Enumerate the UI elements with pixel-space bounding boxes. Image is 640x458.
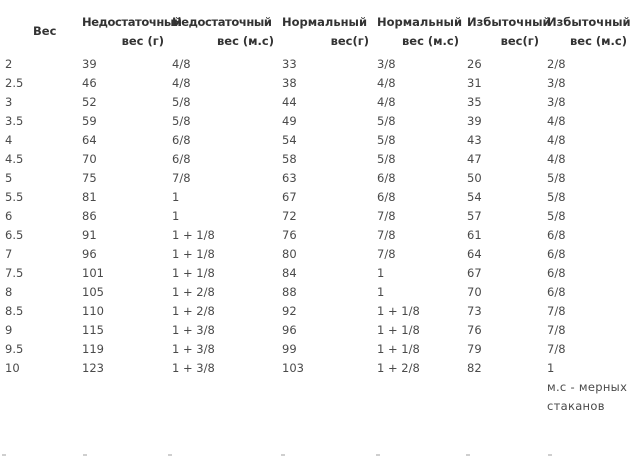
cell-normal-grams: 80: [282, 247, 297, 261]
table-row: [5, 207, 635, 226]
header-weight: [5, 13, 82, 55]
cell-normal-grams: 44: [282, 95, 297, 109]
cell-underweight-grams: 39: [82, 57, 97, 71]
cell-normal-cups: 7/8: [377, 228, 396, 242]
cell-normal-grams: 33: [282, 57, 297, 71]
cell-normal-grams: 96: [282, 323, 297, 337]
cell-normal-cups: 1 + 1/8: [377, 342, 420, 356]
cell-normal-cups: 1: [377, 266, 385, 280]
feeding-table: [5, 13, 635, 416]
cell-underweight-cups: 1 + 1/8: [172, 228, 215, 242]
cell-normal-cups: 5/8: [377, 152, 396, 166]
cell-overweight-grams: 64: [467, 247, 482, 261]
cell-normal-grams: 84: [282, 266, 297, 280]
table-row: [5, 93, 635, 112]
header-line2: вес (м.с): [570, 34, 627, 48]
header-overweight-cups: [547, 13, 635, 55]
cell-underweight-grams: 75: [82, 171, 97, 185]
cell-normal-cups: 4/8: [377, 76, 396, 90]
cell-underweight-cups: 1: [172, 190, 180, 204]
cell-overweight-cups: 4/8: [547, 114, 566, 128]
header-line1: Нормальный: [282, 15, 368, 29]
header-line1: Недостаточный: [82, 15, 182, 29]
table-row: [5, 188, 635, 207]
cell-overweight-cups: 5/8: [547, 171, 566, 185]
cell-normal-cups: 6/8: [377, 171, 396, 185]
table-row: [5, 112, 635, 131]
header-underweight-grams: [82, 13, 182, 55]
cell-normal-grams: 67: [282, 190, 297, 204]
cell-overweight-grams: 39: [467, 114, 482, 128]
header-underweight-cups: [172, 13, 282, 55]
cell-overweight-cups: 7/8: [547, 323, 566, 337]
cell-weight: 3: [5, 95, 13, 109]
cell-underweight-cups: 7/8: [172, 171, 191, 185]
cell-underweight-cups: 4/8: [172, 57, 191, 71]
table-row: [5, 302, 635, 321]
cell-underweight-grams: 86: [82, 209, 97, 223]
header-line2: вес(г): [330, 34, 369, 48]
cell-normal-cups: 1 + 2/8: [377, 361, 420, 375]
bottom-edge-marks: [0, 452, 640, 458]
table-row: [5, 131, 635, 150]
cell-normal-cups: 6/8: [377, 190, 396, 204]
cell-weight: 2: [5, 57, 13, 71]
table-row: [5, 169, 635, 188]
table-body: [5, 55, 635, 416]
cell-weight: 6.5: [5, 228, 24, 242]
cell-normal-grams: 99: [282, 342, 297, 356]
cell-underweight-cups: 4/8: [172, 76, 191, 90]
cell-underweight-cups: 6/8: [172, 133, 191, 147]
cell-normal-grams: 58: [282, 152, 297, 166]
cell-overweight-cups: 5/8: [547, 190, 566, 204]
header-line2: вес (м.с): [217, 34, 274, 48]
cell-normal-grams: 63: [282, 171, 297, 185]
cell-underweight-cups: 1 + 2/8: [172, 304, 215, 318]
cell-normal-cups: 7/8: [377, 247, 396, 261]
header-line2: вес (г): [121, 34, 164, 48]
cell-normal-grams: 49: [282, 114, 297, 128]
cell-overweight-cups: 7/8: [547, 342, 566, 356]
header-weight-label: Вес: [33, 24, 57, 38]
cell-weight: 8: [5, 285, 13, 299]
cell-underweight-cups: 1 + 1/8: [172, 247, 215, 261]
cell-overweight-grams: 70: [467, 285, 482, 299]
table-row: [5, 264, 635, 283]
header-line2: вес(г): [500, 34, 539, 48]
cell-underweight-cups: 5/8: [172, 95, 191, 109]
cell-underweight-grams: 119: [82, 342, 104, 356]
cell-underweight-grams: 91: [82, 228, 97, 242]
footnote-row: [5, 378, 635, 416]
cell-overweight-cups: 2/8: [547, 57, 566, 71]
cell-underweight-grams: 96: [82, 247, 97, 261]
header-line1: Нормальный: [377, 15, 463, 29]
cell-overweight-cups: 1: [547, 361, 555, 375]
cell-weight: 7.5: [5, 266, 24, 280]
cell-normal-cups: 3/8: [377, 57, 396, 71]
cell-weight: 5.5: [5, 190, 24, 204]
header-line1: Избыточный: [547, 15, 631, 29]
cell-normal-cups: 4/8: [377, 95, 396, 109]
cell-overweight-cups: 6/8: [547, 266, 566, 280]
cell-underweight-cups: 1 + 3/8: [172, 361, 215, 375]
cell-overweight-grams: 35: [467, 95, 482, 109]
cell-underweight-grams: 81: [82, 190, 97, 204]
cell-underweight-cups: 1 + 3/8: [172, 323, 215, 337]
cell-normal-grams: 88: [282, 285, 297, 299]
cell-overweight-grams: 54: [467, 190, 482, 204]
cell-normal-cups: 1: [377, 285, 385, 299]
cell-weight: 10: [5, 361, 20, 375]
cell-overweight-cups: 7/8: [547, 304, 566, 318]
header-line2: вес (м.с): [402, 34, 459, 48]
cell-underweight-grams: 105: [82, 285, 104, 299]
table-row: [5, 283, 635, 302]
cell-underweight-cups: 1 + 2/8: [172, 285, 215, 299]
header-line1: Недостаточный: [172, 15, 272, 29]
header-row: [5, 13, 635, 55]
header-normal-cups: [377, 13, 467, 55]
cell-underweight-cups: 1: [172, 209, 180, 223]
cell-overweight-cups: 4/8: [547, 152, 566, 166]
cell-normal-grams: 103: [282, 361, 304, 375]
cell-weight: 2.5: [5, 76, 24, 90]
footnote: м.с - мерных стаканов: [547, 380, 628, 413]
cell-underweight-grams: 46: [82, 76, 97, 90]
cell-overweight-grams: 79: [467, 342, 482, 356]
cell-overweight-grams: 31: [467, 76, 482, 90]
cell-underweight-grams: 59: [82, 114, 97, 128]
cell-overweight-grams: 50: [467, 171, 482, 185]
cell-underweight-grams: 64: [82, 133, 97, 147]
cell-underweight-cups: 6/8: [172, 152, 191, 166]
table-row: [5, 74, 635, 93]
cell-normal-grams: 92: [282, 304, 297, 318]
table-row: [5, 321, 635, 340]
cell-weight: 9: [5, 323, 13, 337]
cell-overweight-grams: 82: [467, 361, 482, 375]
table-row: [5, 226, 635, 245]
header-line1: Избыточный: [467, 15, 551, 29]
table-row: [5, 340, 635, 359]
cell-overweight-grams: 43: [467, 133, 482, 147]
cell-normal-cups: 5/8: [377, 133, 396, 147]
cell-overweight-grams: 73: [467, 304, 482, 318]
cell-normal-cups: 1 + 1/8: [377, 304, 420, 318]
cell-underweight-grams: 123: [82, 361, 104, 375]
cell-normal-cups: 1 + 1/8: [377, 323, 420, 337]
cell-overweight-cups: 6/8: [547, 285, 566, 299]
cell-overweight-cups: 3/8: [547, 95, 566, 109]
cell-normal-grams: 76: [282, 228, 297, 242]
cell-overweight-grams: 47: [467, 152, 482, 166]
table-row: [5, 55, 635, 74]
cell-overweight-cups: 5/8: [547, 209, 566, 223]
cell-normal-grams: 38: [282, 76, 297, 90]
cell-overweight-cups: 6/8: [547, 247, 566, 261]
cell-overweight-cups: 4/8: [547, 133, 566, 147]
cell-weight: 3.5: [5, 114, 24, 128]
cell-overweight-grams: 57: [467, 209, 482, 223]
cell-underweight-cups: 1 + 1/8: [172, 266, 215, 280]
cell-weight: 7: [5, 247, 13, 261]
cell-underweight-cups: 5/8: [172, 114, 191, 128]
table-header: [5, 13, 635, 55]
cell-underweight-grams: 70: [82, 152, 97, 166]
cell-underweight-grams: 52: [82, 95, 97, 109]
cell-weight: 5: [5, 171, 13, 185]
cell-overweight-cups: 6/8: [547, 228, 566, 242]
table-row: [5, 359, 635, 378]
cell-normal-cups: 5/8: [377, 114, 396, 128]
cell-underweight-grams: 101: [82, 266, 104, 280]
cell-overweight-cups: 3/8: [547, 76, 566, 90]
cell-overweight-grams: 67: [467, 266, 482, 280]
header-normal-grams: [282, 13, 377, 55]
cell-normal-grams: 72: [282, 209, 297, 223]
cell-overweight-grams: 61: [467, 228, 482, 242]
cell-normal-grams: 54: [282, 133, 297, 147]
cell-weight: 4.5: [5, 152, 24, 166]
cell-underweight-cups: 1 + 3/8: [172, 342, 215, 356]
cell-weight: 6: [5, 209, 13, 223]
cell-weight: 9.5: [5, 342, 24, 356]
cell-underweight-grams: 115: [82, 323, 104, 337]
table-row: [5, 245, 635, 264]
cell-overweight-grams: 76: [467, 323, 482, 337]
cell-underweight-grams: 110: [82, 304, 104, 318]
table-row: [5, 150, 635, 169]
cell-overweight-grams: 26: [467, 57, 482, 71]
cell-weight: 8.5: [5, 304, 24, 318]
cell-weight: 4: [5, 133, 13, 147]
cell-normal-cups: 7/8: [377, 209, 396, 223]
header-overweight-grams: [467, 13, 551, 55]
